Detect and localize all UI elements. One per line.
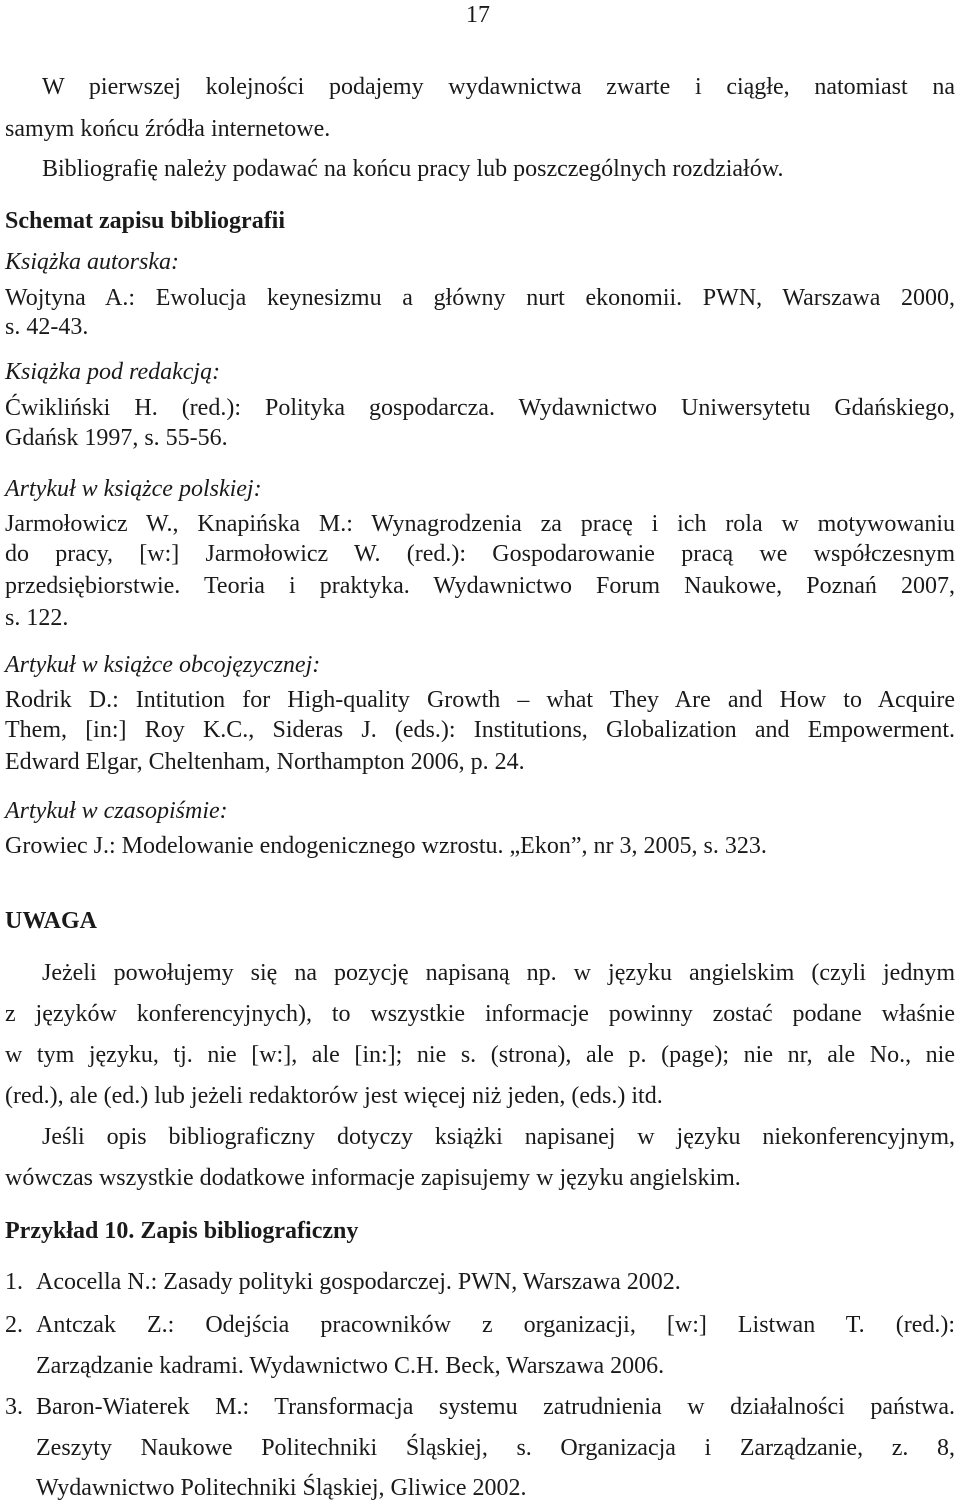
schema-heading: Schemat zapisu bibliografii: [5, 208, 286, 234]
book-author-line-1: Wojtyna A.: Ewolucja keynesizmu a główny nurt ekonomii. PWN, Warszawa 2000,: [5, 285, 955, 311]
list-item-text: Acocella N.: Zasady polityki gospodarczej. PWN, Warszawa 2002.: [36, 1269, 681, 1295]
book-author-label: Książka autorska:: [5, 249, 179, 275]
note-paragraph-1-line-4: (red.), ale (ed.) lub jeżeli redaktorów jest więcej niż jeden, (eds.) itd.: [5, 1083, 663, 1109]
note-heading: UWAGA: [5, 908, 98, 934]
intro-paragraph-2: Bibliografię należy podawać na końcu pracy lub poszczególnych rozdziałów.: [42, 156, 784, 182]
article-foreign-label: Artykuł w książce obcojęzycznej:: [5, 652, 321, 678]
book-editor-line-2: Gdańsk 1997, s. 55-56.: [5, 425, 228, 451]
list-item-number: 2.: [5, 1312, 23, 1338]
article-pl-line-2: do pracy, [w:] Jarmołowicz W. (red.): Gospodarowanie pracą we współczesnym: [5, 541, 955, 567]
note-paragraph-1-line-2: z języków konferencyjnych), to wszystkie informacje powinny zostać podane właśnie: [5, 1001, 955, 1027]
intro-paragraph-1-line-2: samym końcu źródła internetowe.: [5, 116, 331, 142]
list-item-continuation: Zeszyty Naukowe Politechniki Śląskiej, s. Organizacja i Zarządzanie, z. 8,: [36, 1435, 955, 1461]
book-editor-line-1: Ćwikliński H. (red.): Polityka gospodarcza. Wydawnictwo Uniwersytetu Gdańskiego,: [5, 395, 955, 421]
list-item-text: Baron-Wiaterek M.: Transformacja systemu zatrudnienia w działalności państwa.: [36, 1394, 955, 1420]
list-item: [5, 1268, 681, 1296]
list-item-number: 1.: [5, 1269, 23, 1295]
article-pl-line-4: s. 122.: [5, 605, 69, 631]
book-author-line-2: s. 42-43.: [5, 314, 89, 340]
list-item: [5, 1311, 955, 1339]
example-heading: Przykład 10. Zapis bibliograficzny: [5, 1218, 359, 1244]
list-item-continuation: Wydawnictwo Politechniki Śląskiej, Gliwice 2002.: [36, 1475, 527, 1501]
list-item-text: Antczak Z.: Odejścia pracowników z organizacji, [w:] Listwan T. (red.):: [36, 1312, 955, 1338]
note-paragraph-1-line-1: Jeżeli powołujemy się na pozycję napisaną np. w języku angielskim (czyli jednym: [42, 960, 955, 986]
journal-label: Artykuł w czasopiśmie:: [5, 798, 228, 824]
intro-paragraph-1-line-1: W pierwszej kolejności podajemy wydawnictwa zwarte i ciągłe, natomiast na: [42, 74, 955, 100]
article-pl-line-3: przedsiębiorstwie. Teoria i praktyka. Wydawnictwo Forum Naukowe, Poznań 2007,: [5, 573, 955, 599]
article-pl-label: Artykuł w książce polskiej:: [5, 476, 262, 502]
list-item: [5, 1393, 955, 1421]
note-paragraph-1-line-3: w tym języku, tj. nie [w:], ale [in:]; nie s. (strona), ale p. (page); nie nr, ale No., nie: [5, 1042, 955, 1068]
note-paragraph-2-line-1: Jeśli opis bibliograficzny dotyczy książki napisanej w języku niekonferencyjnym,: [42, 1124, 955, 1150]
article-pl-line-1: Jarmołowicz W., Knapińska M.: Wynagrodzenia za pracę i ich rola w motywowaniu: [5, 511, 955, 537]
article-foreign-line-1: Rodrik D.: Intitution for High-quality Growth – what They Are and How to Acquire: [5, 687, 955, 713]
book-editor-label: Książka pod redakcją:: [5, 359, 221, 385]
journal-line-1: Growiec J.: Modelowanie endogenicznego wzrostu. „Ekon”, nr 3, 2005, s. 323.: [5, 833, 767, 859]
article-foreign-line-3: Edward Elgar, Cheltenham, Northampton 2006, p. 24.: [5, 749, 525, 775]
article-foreign-line-2: Them, [in:] Roy K.C., Sideras J. (eds.): Institutions, Globalization and Empowerment.: [5, 717, 955, 743]
page-number: 17: [466, 2, 490, 28]
list-item-number: 3.: [5, 1394, 23, 1420]
list-item-continuation: Zarządzanie kadrami. Wydawnictwo C.H. Beck, Warszawa 2006.: [36, 1353, 665, 1379]
note-paragraph-2-line-2: wówczas wszystkie dodatkowe informacje zapisujemy w języku angielskim.: [5, 1165, 741, 1191]
